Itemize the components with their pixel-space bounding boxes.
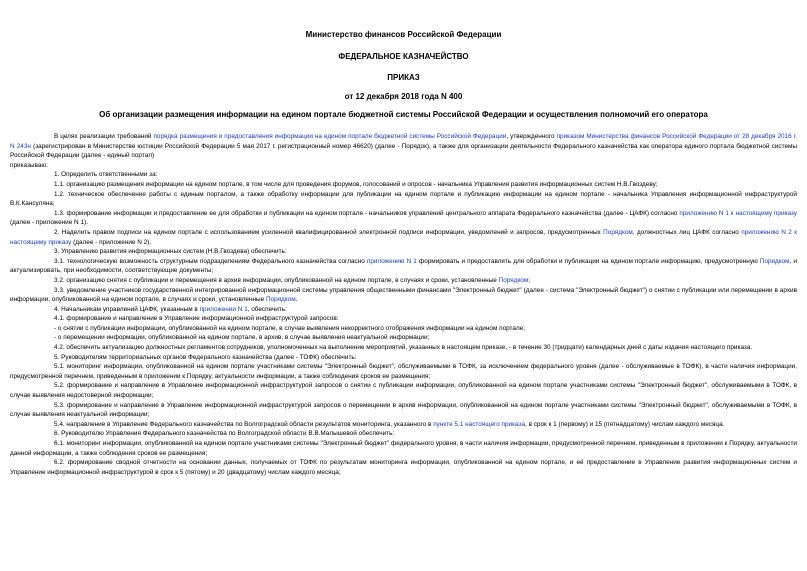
item-2: 2. Наделить правом подписи на едином портале с использованием усиленной квалифицированной электронной подписи информации, уведомлений и запросов, предусмотренных Порядком, должностных лиц ЦАФК согласно приложению N 2 к настоящему приказу (далее - приложение N 2). bbox=[10, 228, 798, 246]
item-6-1: 6.1. мониторинг информации, опубликованной на едином портале участниками системы "Электронный бюджет" федерального уровня, в части наличия информации, предусмотренной перечнем, приведенным в приложении к Порядку, актуальности данной информации, а также соблюдения сроков ее размещения; bbox=[10, 440, 797, 457]
item-6-2: 6.2. формирование сводной отчетности на основании данных, получаемых от ТОФК по результатам мониторинга информации, опубликованной на едином портале, и её предоставление в Управление развития информационных систем и Управление информационной инфраструктурой в срок к 5 (пятому) и 20 (двадцатому) числам каждого месяца; bbox=[10, 459, 797, 476]
document-title: Об организации размещения информации на едином портале бюджетной системы Российской Федерации и осуществления полномочий его оператора bbox=[99, 110, 708, 119]
link-poryadkom-2[interactable]: Порядком bbox=[759, 257, 790, 265]
item-1: 1. Определить ответственными за: bbox=[54, 171, 158, 179]
item-1-1: 1.1. организацию размещения информации на едином портале, в том числе для проведения форумов, голосований и опросов - начальника Управления развития информационных систем Н.В.Гвоздеву; bbox=[54, 180, 658, 188]
ministry-name: Министерство финансов Российской Федерации bbox=[305, 30, 502, 39]
item-4-2: 4.2. обеспечить актуализацию должностных регламентов сотрудников, уполномоченных на выполнение мероприятий, указанных в настоящем приказе, - в течение 30 (тридцати) календарных дней с даты издания настоящего приказа. bbox=[54, 344, 753, 352]
link-prilozhenii-1[interactable]: приложении N 1 bbox=[199, 305, 248, 313]
link-poryadkom[interactable]: Порядком bbox=[603, 228, 633, 236]
link-prilozheniyu-1[interactable]: приложению N 1 bbox=[366, 257, 417, 265]
item-5: 5. Руководителям территориальных органов Федерального казначейства (далее - ТОФК) обеспечить: bbox=[54, 353, 357, 361]
link-prilozhenie-1[interactable]: приложению N 1 к настоящему приказу bbox=[679, 209, 797, 217]
item-3-1: 3.1. технологическую возможность структурным подразделениям Федерального казначейства согласно приложению N 1 формировать и предоставлять для обработки и публикации на едином портале информацию, предусмотренную Порядком, и актуализировать, при необходимости, соответствующие документы; bbox=[10, 257, 797, 275]
prikazyvayu: приказываю: bbox=[10, 161, 48, 169]
agency-name: ФЕДЕРАЛЬНОЕ КАЗНАЧЕЙСТВО bbox=[338, 52, 469, 61]
item-5-2: 5.2. формирование и направление в Управление информационной инфраструктурой запросов о снятии с публикации информации, опубликованной на едином портале участниками системы "Электронный бюджет", обслуживаемыми в ТОФК, в случае выявления недостоверной информации; bbox=[10, 382, 797, 400]
item-4-1-a: - о снятии с публикации информации, опубликованной на едином портале, в случае выявления некорректного отображения информации на едином портале; bbox=[54, 324, 526, 332]
link-poryadkom-4[interactable]: Порядком bbox=[265, 296, 296, 304]
document-body bbox=[10, 132, 797, 477]
item-3-3: 3.3. уведомление участников государственной интегрированной информационной системы управления общественными финансами "Электронный бюджет" (далее - система "Электронный бюджет") о снятии с публикации или перемещении в архив информации, опубликованной на едином портале, в случаях и сроки, установленные Порядком. bbox=[10, 286, 797, 304]
link-poryadok[interactable]: порядка размещения и предоставления информации на едином портале бюджетной системы Российской Федерации bbox=[153, 133, 507, 140]
item-5-1: 5.1. мониторинг информации, опубликованной на едином портале участниками системы "Электронный бюджет", обслуживаемыми в ТОФК, за исключением федерального уровня (далее - обслуживаемые в ТОФК), в части наличия информации, предусмотренной перечнем, приведенным в приложении к Порядку, актуальности информации, а также соблюдения сроков ее размещения; bbox=[10, 363, 797, 380]
item-5-4: 5.4. направление в Управление Федерального казначейства по Волгоградской области результатов мониторинга, указанного в пункте 5.1 настоящего приказа, в срок к 1 (первому) и 15 (пятнадцатому) числам каждого месяца. bbox=[54, 420, 725, 428]
intro-paragraph: В целях реализации требований порядка размещения и предоставления информации на едином портале бюджетной системы Российской Федерации, утвержденного приказом Министерства финансов Российской Федерации от 28 декабря 2016 г. N 243н (зарегистрирован в Министерстве юстиции Российской Федерации 5 мая 2017 г. регистрационный номер 46620) (далее - Порядок), а также для организации деятельности Федерального казначейства как оператора единого портала бюджетной системы Российской Федерации (далее - единый портал) bbox=[10, 133, 797, 160]
item-3-2: 3.2. организацию снятия с публикации и перемещения в архив информации, опубликованной на едином портале, в случаях и сроки, установленные Порядком; bbox=[54, 276, 531, 284]
item-1-2: 1.2. техническое обеспечение работы с единым порталом, а также обработку информации для публикации на едином портале и публикацию информации на едином портале - начальника Управления информационной инфраструктурой В.К.Кансуляна; bbox=[10, 190, 797, 208]
document-type: ПРИКАЗ bbox=[387, 73, 420, 82]
item-3: 3. Управлению развития информационных систем (Н.В.Гвоздева) обеспечить: bbox=[54, 248, 287, 256]
link-prilozhenie-2[interactable]: приложению N 2 к настоящему приказу bbox=[10, 228, 798, 246]
link-punkt-5-1[interactable]: пункте 5.1 настоящего приказа bbox=[433, 420, 526, 428]
item-4-1: 4.1. формирование и направление в Управление информационной инфраструктурой запросов: bbox=[54, 315, 339, 323]
document-date-number: от 12 декабря 2018 года N 400 bbox=[344, 92, 463, 101]
link-poryadkom-3[interactable]: Порядком bbox=[498, 276, 529, 284]
item-5-3: 5.3. формирование и направление в Управление информационной инфраструктурой запросов о перемещении в архив информации, опубликованной на едином портале участниками системы "Электронный бюджет", обслуживаемыми в ТОФК, в случае выявления неактуальной информации; bbox=[10, 401, 797, 419]
item-1-3: 1.3. формирование информации и предоставление ее для обработки и публикации на едином портале - начальников управлений центрального аппарата Федерального казначейства (далее - ЦАФК) согласно приложению N 1 к настоящему приказу (далее - приложение N 1). bbox=[10, 209, 797, 227]
item-6: 6. Руководителю Управления Федерального казначейства по Волгоградской области В.В.Малышевой обеспечить: bbox=[54, 430, 395, 438]
item-4-1-b: - о перемещении информации, опубликованной на едином портале, в архив, в случае выявления неактуальной информации; bbox=[54, 334, 430, 342]
link-prikaz-minfin-243n[interactable]: приказом Министерства финансов Российской Федерации от 28 декабря 2016 г. N 243н bbox=[10, 133, 797, 150]
item-4: 4. Начальникам управлений ЦАФК, указанным в приложении N 1, обеспечить: bbox=[54, 305, 287, 313]
